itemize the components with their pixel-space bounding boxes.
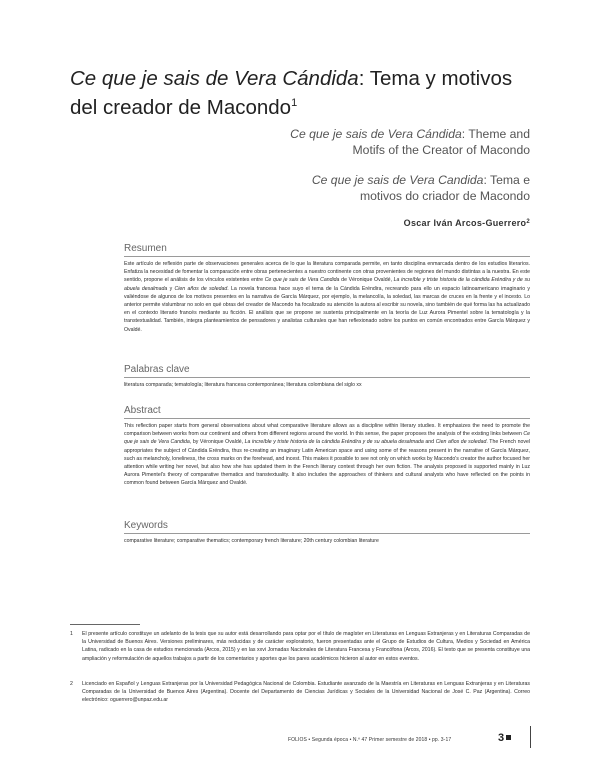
footnote-2 xyxy=(70,680,530,705)
keywords-heading: Keywords xyxy=(124,520,530,534)
portuguese-title-rest: : Tema e xyxy=(483,173,530,187)
footnote-2-text: Licenciado en Español y Lenguas Extranjeras por la Universidad Pedagógica Nacional de Colombia. Estudiante avanzado de la Maestría en Literaturas en Lenguas Extranjeras y en Literaturas Comparadas de la Universidad de Buenos Aires (Argentina). Docente del Departamento de Ciencias Jurídicas y Sociales de la Universidad Nacional de José C. Paz (Argentina). Correo electrónico: oguerrero@unpaz.edu.ar xyxy=(82,681,530,704)
portuguese-title-line2: motivos do criador de Macondo xyxy=(359,189,530,203)
resumen-work-1: Ce que je sais de Vera Candida xyxy=(264,277,340,284)
abstract-part-2: , by Véronique Ovaldé, xyxy=(189,439,245,446)
english-title-italic: Ce que je sais de Vera Cándida xyxy=(290,127,462,141)
resumen-text xyxy=(124,260,530,334)
journal-footer xyxy=(288,737,451,743)
page-number-text: 3 xyxy=(498,732,505,744)
abstract-part-4: . The French novel appropriates the subject of Cándida Eréndira, thus re-creating an imaginary Latin American space and using some of the reasons present in the narrative of García Márquez, such as melancholy, loneliness, the cross marks on the forehead, and incest. This makes it possible to see not only on which works by Macondo's creator the author focused her attention while writing her novel, but also how she has updated them in the French literary context through her own fiction. The analysis proposed is supported mainly in Luz Aurora Pimentel's theory of comparative thematics and transtextuality. It also includes the approaches of thinkers and cultural analysts who have reflected on the points in common found between García Márquez and Ovaldé. xyxy=(124,439,530,487)
resumen-part-3: y xyxy=(167,285,175,292)
author-name xyxy=(404,218,530,228)
journal-details: • Segunda época • N.º 47 Primer semestre de 2018 • pp. 3-17 xyxy=(306,737,452,743)
article-title xyxy=(70,66,540,120)
portuguese-title xyxy=(170,172,530,204)
author-footnote-ref[interactable]: 2 xyxy=(526,219,530,225)
abstract-work-3: Cien años de soledad xyxy=(435,439,487,446)
resumen-part-1: Este artículo de reflexión parte de observaciones generales acerca de lo que la literatura comparada permite, en tanto disciplina enmarcada dentro de los estudios literarios. Enfatiza la necesidad de fomentar la comparación entre obras pertenecientes a nuestro continente con otras provenientes de regiones del mundo distintas a la nuestra. En este sentido, propone el análisis de los vínculos existentes entre xyxy=(124,261,530,284)
footnote-1-text: El presente artículo constituye un adelanto de la tesis que su autor está desarrollando para optar por el título de magíster en Literaturas en Lenguas Extranjeras y en Literaturas Comparadas de la Universidad de Buenos Aires. Versiones preliminares, más reducidas y de carácter exploratorio, fueron presentadas ante el Grupo de Estudios de Cultura, Medios y Sociedad en América Latina, radicado en la casa de estudios mencionada (Arcos, 2015) y en las xxvi Jornadas Nacionales de Literatura Francesa y Francófona (Arcos, 2016). El texto que se presenta constituye una ampliación y reformulación de aquellos trabajos a partir de los comentarios y aportes que los pares académicos hicieron al autor en estos eventos. xyxy=(82,631,530,662)
resumen-work-3: Cien años de soledad xyxy=(174,285,228,292)
abstract-part-3: and xyxy=(423,439,436,446)
title-italic: Ce que je sais de Vera Cándida xyxy=(70,67,359,90)
journal-name: FOLIOS xyxy=(288,737,307,743)
title-rest: : Tema y motivos del creador de Macondo xyxy=(70,67,513,119)
footer-vertical-rule xyxy=(530,726,531,748)
footnote-1 xyxy=(70,630,530,663)
portuguese-title-italic: Ce que je sais de Vera Candida xyxy=(311,173,484,187)
resumen-part-2: de Véronique Ovaldé, xyxy=(339,277,394,284)
resumen-heading: Resumen xyxy=(124,243,530,257)
footnote-2-number: 2 xyxy=(70,681,73,687)
abstract-work-2: La increíble y triste historia de la cándida Eréndira y de su abuela desalmada xyxy=(244,439,424,446)
footnote-divider xyxy=(70,624,140,625)
keywords-text: comparative literature; comparative thematics; contemporary french literature; 20th century colombian literature xyxy=(124,538,379,544)
footnote-1-number: 1 xyxy=(70,631,73,637)
resumen-work-2: La increíble y triste historia de la cándida Eréndira y de su abuela desalmada xyxy=(124,277,530,292)
abstract-part-1: This reflection paper starts from general observations about what comparative literature allows as a discipline within literary studies. It emphasizes the need to promote the comparison between works from our continent and others from different regions around the world. In this sense, the paper proposes the analysis of the existing links between xyxy=(124,423,530,438)
resumen-part-4: . La novela francesa hace suyo el tema de la Cándida Eréndira, recreando para ello un espacio latinoamericano imaginario y valiéndose de algunos de los motivos presentes en la narrativa de García Márquez, por ejemplo, la melancolía, la soledad, las marcas de cruces en la frente y el incesto. Lo anterior permite vislumbrar no solo en qué obras del creador de Macondo ha focalizado su atención la autora al escribir su novela, sino también de qué forma las ha actualizado en el contexto literario francés mediante su ficción. El análisis que se propone se sustenta principalmente en la teoría de Luz Aurora Pimentel sobre la tematología y la transtextualidad. También, integra planteamientos de pensadores y analistas culturales que han reflexionado sobre los puntos en común encontrados entre García Márquez y Ovaldé. xyxy=(124,285,530,333)
abstract-heading: Abstract xyxy=(124,405,530,419)
title-footnote-ref[interactable]: 1 xyxy=(291,97,298,109)
english-title-rest: : Theme and xyxy=(461,127,530,141)
square-bullet-icon xyxy=(506,735,511,740)
page-number xyxy=(498,732,511,744)
abstract-text xyxy=(124,422,530,488)
english-title xyxy=(170,126,530,158)
author-name-text: Oscar Iván Arcos-Guerrero xyxy=(403,218,527,228)
palabras-clave-text: literatura comparada; tematología; literatura francesa contemporánea; literatura colombiana del siglo xx xyxy=(124,382,362,388)
english-title-line2: Motifs of the Creator of Macondo xyxy=(352,143,530,157)
palabras-clave-heading: Palabras clave xyxy=(124,364,530,378)
abstract-work-1: Ce que je sais de Vera Candida xyxy=(124,431,530,446)
